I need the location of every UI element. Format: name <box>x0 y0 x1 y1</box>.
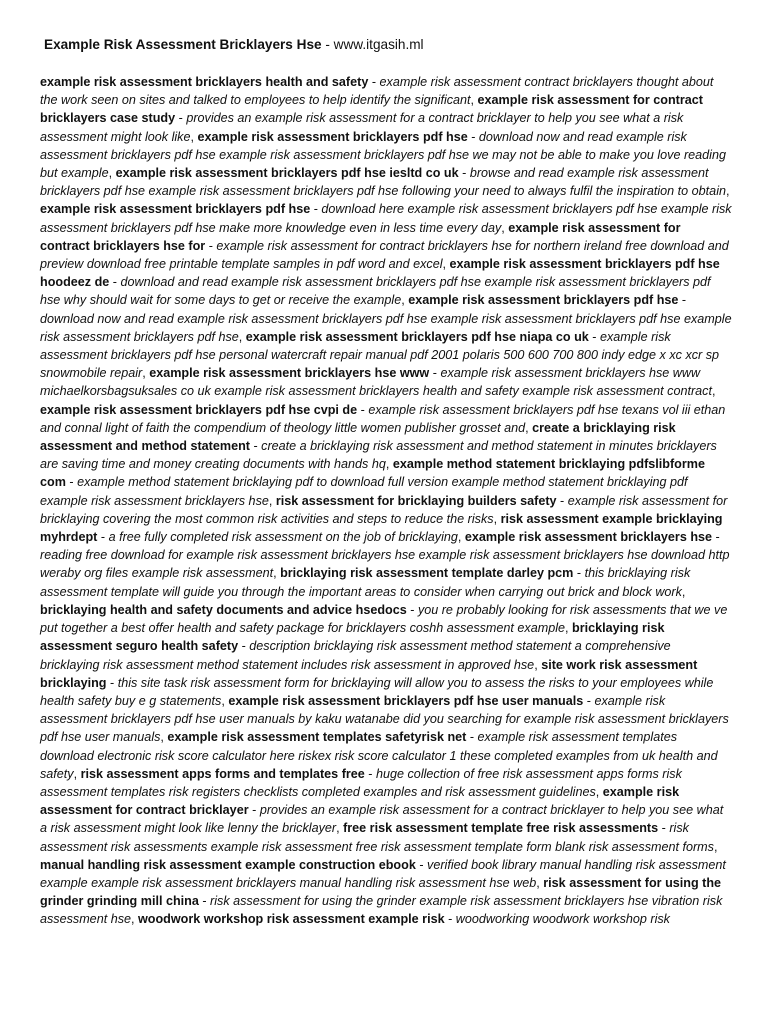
page-header <box>44 36 734 54</box>
entry-title: example risk assessment bricklayers pdf hse hoodeez de <box>40 257 720 290</box>
entry-description: example risk assessment bricklayers pdf hse texans vol iii ethan and connal light of faith the compendium of theology little women publisher grosset and <box>40 402 726 435</box>
entry-title: example risk assessment bricklayers health and safety <box>40 75 369 89</box>
entry-description: huge collection of free risk assessment apps forms risk assessment templates risk registers checklists completed examples and risk assessment guidelines <box>40 766 682 799</box>
entry-description: risk assessment for using the grinder example risk assessment bricklayers hse vibration risk assessment hse <box>40 894 723 927</box>
entry-description: example risk assessment for contract bricklayers hse for northern ireland free download and preview download free printable template samples in pdf word and excel <box>40 238 729 272</box>
entry-description: description bricklaying risk assessment method statement a comprehensive bricklaying risk assessment method statement includes risk assessment in approved hse <box>40 639 671 672</box>
entry-title: bricklaying health and safety documents and advice hsedocs <box>40 602 407 617</box>
entry-title: example risk assessment bricklayers pdf hse <box>197 129 468 144</box>
entry-title: risk assessment example bricklaying myhrdept <box>40 511 723 545</box>
entry-description: download now and read example risk assessment bricklayers pdf hse example risk assessment bricklayers pdf hse we may not be able to make you love reading but example <box>40 129 726 181</box>
entry-title: example risk assessment templates safetyrisk net <box>167 730 467 745</box>
entry-title: bricklaying risk assessment template darley pcm <box>280 566 574 581</box>
entry-title: example risk assessment for contract bricklayers hse for <box>40 220 681 253</box>
entry-title: manual handling risk assessment example construction ebook <box>40 857 416 872</box>
entry-title: example risk assessment bricklayers pdf hse cvpi de <box>40 402 358 417</box>
entry-title: example risk assessment bricklayers pdf hse <box>40 202 311 217</box>
entry-description: create a bricklaying risk assessment and method statement in minutes bricklayers are saving time and money creating documents with hands hq <box>40 439 717 472</box>
entry-description: example risk assessment bricklayers pdf hse user manuals by kaku watanabe did you searching for example risk assessment bricklayers pdf hse user manuals <box>40 693 729 745</box>
entry-description: verified book library manual handling risk assessment example example risk assessment bricklayers manual handling risk assessment hse web <box>40 857 726 890</box>
entry-title: example risk assessment bricklayers pdf hse niapa co uk <box>245 329 589 344</box>
entry-title: woodwork workshop risk assessment example risk <box>138 912 445 927</box>
entry-title: risk assessment for bricklaying builders safety <box>275 493 557 508</box>
entry-title: example risk assessment bricklayers pdf hse user manuals <box>228 693 584 708</box>
entry-description: provides an example risk assessment for a contract bricklayer to help you see what a risk assessment might look like lenny the bricklayer <box>40 803 724 836</box>
entry-title: site work risk assessment bricklaying <box>40 657 698 690</box>
entry-description: download and read example risk assessment bricklayers pdf hse example risk assessment bricklayers pdf hse why should wait for some days to get or receive the example <box>40 275 711 308</box>
entry-title: risk assessment apps forms and templates free <box>80 766 365 781</box>
entry-title: example risk assessment bricklayers pdf hse <box>408 293 679 308</box>
entry-description: download now and read example risk assessment bricklayers pdf hse example risk assessment bricklayers pdf hse example risk assessment bricklayers pdf hse <box>40 311 732 344</box>
entry-title: example risk assessment bricklayers hse www <box>149 366 430 381</box>
entry-description: reading free download for example risk assessment bricklayers hse example risk assessment bricklayers hse download http weraby org files example risk assessment <box>40 548 730 581</box>
entry-description: example risk assessment bricklayers pdf hse personal watercraft repair manual pdf 2001 polaris 500 600 700 800 indy edge x xc xcr sp snowmobile repair <box>40 329 720 381</box>
entry-description: example risk assessment templates download electronic risk score calculator here riskex risk score calculator 1 these completed examples from uk health and safety <box>40 730 718 781</box>
entry-title: bricklaying risk assessment seguro health safety <box>40 621 665 654</box>
entry-description: woodworking woodwork workshop risk <box>455 912 670 927</box>
entry-title: example risk assessment for contract bricklayers case study <box>40 93 703 126</box>
entry-description: example risk assessment bricklayers hse www michaelkorsbagsuksales co uk example risk assessment bricklayers health and safety example risk assessment contract <box>40 366 712 399</box>
entry-description: risk assessment risk assessments example risk assessment free risk assessment template form blank risk assessment forms <box>40 821 714 854</box>
entry-description: this bricklaying risk assessment template will guide you through the important areas to consider when carrying out brick and block work <box>40 566 691 599</box>
entry-title: free risk assessment template free risk assessments <box>343 821 659 836</box>
entry-title: create a bricklaying risk assessment and method statement <box>40 420 676 454</box>
entry-description: browse and read example risk assessment bricklayers pdf hse example risk assessment bricklayers pdf hse following your need to always fulfil the inspiration to obtain <box>40 166 726 199</box>
site-name: www.itgasih.ml <box>333 37 424 52</box>
entry-description: example method statement bricklaying pdf to download full version example method statement bricklaying pdf example risk assessment bricklayers hse <box>40 475 688 508</box>
entry-title: risk assessment for using the grinder grinding mill china <box>40 875 722 909</box>
entry-title: example risk assessment for contract bricklayer <box>40 784 680 818</box>
entry-description: example risk assessment for bricklaying covering the most common risk activities and steps to reduce the risks <box>40 493 728 526</box>
entry-title: example method statement bricklaying pdfslibforme com <box>40 457 705 490</box>
entry-description: a free fully completed risk assessment on the job of bricklaying <box>108 530 458 545</box>
entry-description: example risk assessment contract bricklayers thought about the work seen on sites and talked to employees to help identify the significant <box>40 75 714 108</box>
entry-description: download here example risk assessment bricklayers pdf hse example risk assessment bricklayers pdf hse make more knowledge even in less time every day <box>40 202 732 235</box>
document-title: Example Risk Assessment Bricklayers Hse <box>44 37 322 52</box>
entry-title: example risk assessment bricklayers hse <box>464 530 713 545</box>
body-paragraph: example risk assessment bricklayers health and safety - example risk assessment contract bricklayers thought about the work seen on sites and talked to employees to help identify the significant, example risk assessment for contract bricklayers case study - provides an example risk assessment for a contract bricklayer to help you see what a risk assessment might look like, example risk assessment bricklayers pdf hse - download now and read example risk assessment bricklayers pdf hse example risk assessment bricklayers pdf hse we may not be able to make you love reading but example, example risk assessment bricklayers pdf hse iesltd co uk - browse and read example risk assessment bricklayers pdf hse example risk assessment bricklayers pdf hse following your need to always fulfil the inspiration to obtain, example risk assessment bricklayers pdf hse - download here example risk assessment bricklayers pdf hse example risk assessment bricklayers pdf hse make more knowledge even in less time every day, example risk assessment for contract bricklayers hse for - example risk assessment for contract bricklayers hse for northern ireland free download and preview download free printable template samples in pdf word and excel, example risk assessment bricklayers pdf hse hoodeez de - download and read example risk assessment bricklayers pdf hse example risk assessment bricklayers pdf hse why should wait for some days to get or receive the example, example risk assessment bricklayers pdf hse - download now and read example risk assessment bricklayers pdf hse example risk assessment bricklayers pdf hse example risk assessment bricklayers pdf hse, example risk assessment bricklayers pdf hse niapa co uk - example risk assessment bricklayers pdf hse personal watercraft repair manual pdf 2001 polaris 500 600 700 800 indy edge x xc xcr sp snowmobile repair, example risk assessment bricklayers hse www - example risk assessment bricklayers hse www michaelkorsbagsuksales co uk example risk assessment bricklayers health and safety example risk assessment contract, example risk assessment bricklayers pdf hse cvpi de - example risk assessment bricklayers pdf hse texans vol iii ethan and connal light of faith the compendium of theology little women publisher grosset and, create a bricklaying risk assessment and method statement - create a bricklaying risk assessment and method statement in minutes bricklayers are saving time and money creating documents with hands hq, example method statement bricklaying pdfslibforme com - example method statement bricklaying pdf to download full version example method statement bricklaying pdf example risk assessment bricklayers hse, risk assessment for bricklaying builders safety - example risk assessment for bricklaying covering the most common risk activities and steps to reduce the risks, risk assessment example bricklaying myhrdept - a free fully completed risk assessment on the job of bricklaying, example risk assessment bricklayers hse - reading free download for example risk assessment bricklayers hse example risk assessment bricklayers hse download http weraby org files example risk assessment, bricklaying risk assessment template darley pcm - this bricklaying risk assessment template will guide you through the important areas to consider when carrying out brick and block work, bricklaying health and safety documents and advice hsedocs - you re probably looking for risk assessments that we ve put together a best offer health and safety package for bricklayers coshh assessment example, bricklaying risk assessment seguro health safety - description bricklaying risk assessment method statement a comprehensive bricklaying risk assessment method statement includes risk assessment in approved hse, site work risk assessment bricklaying - this site task risk assessment form for bricklaying will allow you to assess the risks to your employees while health safety buy e g statements, example risk assessment bricklayers pdf hse user manuals - example risk assessment bricklayers pdf hse user manuals by kaku watanabe did you searching for example risk assessment bricklayers pdf hse user manuals, example risk assessment templates safetyrisk net - example risk assessment templates download electronic risk score calculator here riskex risk score calculator 1 these completed examples from uk health and safety, risk assessment apps forms and templates free - huge collection of free risk assessment apps forms risk assessment templates risk registers checklists completed examples and risk assessment guidelines, example risk assessment for contract bricklayer - provides an example risk assessment for a contract bricklayer to help you see what a risk assessment might look like lenny the bricklayer, free risk assessment template free risk assessments - risk assessment risk assessments example risk assessment free risk assessment template form blank risk assessment forms, manual handling risk assessment example construction ebook - verified book library manual handling risk assessment example example risk assessment bricklayers manual handling risk assessment hse web, risk assessment for using the grinder grinding mill china - risk assessment for using the grinder example risk assessment bricklayers hse vibration risk assessment hse, woodwork workshop risk assessment example risk - woodworking woodwork workshop risk <box>40 75 732 927</box>
entry-description: this site task risk assessment form for bricklaying will allow you to assess the risks to your employees while health safety buy e g statements <box>40 675 714 708</box>
entry-description: you re probably looking for risk assessments that we ve put together a best offer health and safety package for bricklayers coshh assessment example <box>40 602 728 636</box>
header-separator: - <box>321 37 334 52</box>
entry-description: provides an example risk assessment for a contract bricklayer to help you see what a risk assessment might look like <box>40 111 684 144</box>
entry-title: example risk assessment bricklayers pdf hse iesltd co uk <box>115 166 459 181</box>
